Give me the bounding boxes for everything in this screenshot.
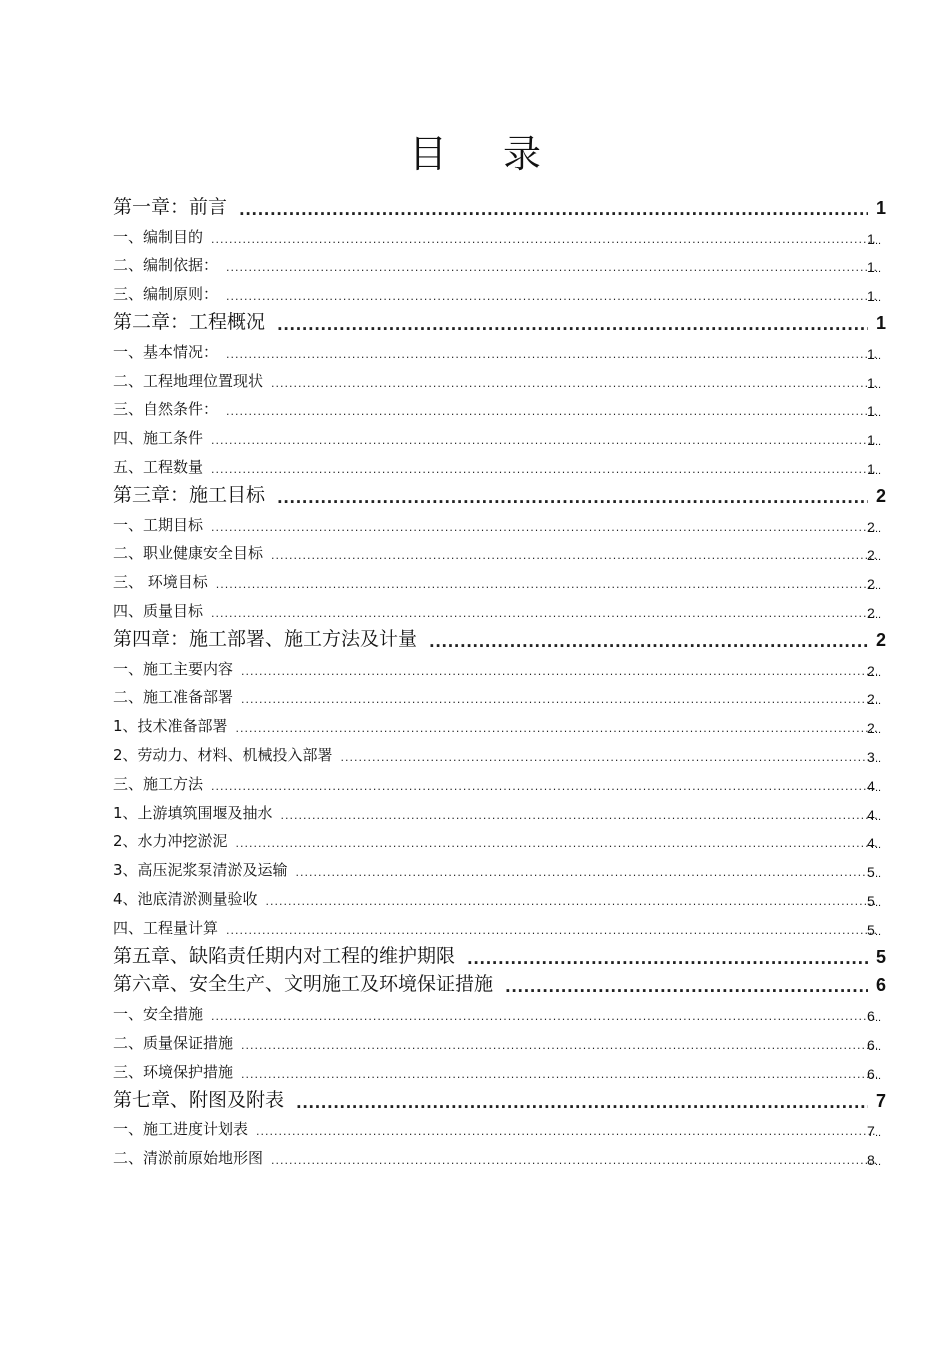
toc-dot-leader [236,722,877,735]
toc-entry-label: 二、清淤前原始地形图 [113,1149,264,1168]
toc-dot-leader [271,1154,877,1167]
toc-section-entry[interactable] [113,596,887,625]
toc-dot-leader [211,463,877,476]
toc-page-number: 5 [875,946,886,967]
toc-entry-label: 一、安全措施 [113,1005,204,1024]
toc-section-entry[interactable] [113,1028,887,1057]
toc-dot-leader [216,578,877,591]
toc-dot-leader [241,1068,877,1081]
toc-page-number: 7 .. [867,1123,887,1139]
toc-dot-leader [236,837,877,850]
toc-dot-leader [211,233,877,246]
toc-page-number: 4 .. [867,778,887,794]
toc-page-number: 1 .. [867,375,887,391]
toc-page-number: 2 .. [867,720,887,736]
toc-page-number: 5 .. [867,922,887,938]
toc-dot-leader [239,201,868,219]
toc-page-number: 1 .. [867,288,887,304]
toc-dot-leader [271,377,877,390]
toc-section-entry[interactable] [113,999,887,1028]
toc-dot-leader [211,607,877,620]
toc-section-entry[interactable] [113,337,887,366]
toc-section-entry[interactable] [113,855,887,884]
toc-page-number: 2 .. [867,576,887,592]
toc-entry-label: 一、基本情况： [113,342,219,361]
toc-section-entry[interactable] [113,539,887,568]
toc-dot-leader [226,261,877,274]
toc-page-number: 3 .. [867,749,887,765]
toc-entry-label: 第六章、安全生产、文明施工及环境保证措施 [113,973,494,996]
toc-title: 目 录 [408,132,564,176]
toc-entry-label: 一、编制目的 [113,227,204,246]
toc-chapter-entry[interactable] [113,193,887,222]
toc-entry-label: 第一章：前言 [113,195,228,218]
toc-section-entry[interactable] [113,683,887,712]
toc-page-number: 1 [875,197,886,218]
toc-dot-leader [341,751,877,764]
toc-entry-label: 四、工程量计算 [113,918,219,937]
toc-section-entry[interactable] [113,251,887,280]
toc-page-number: 4 .. [867,835,887,851]
toc-entry-label: 一、施工主要内容 [113,659,234,678]
toc-dot-leader [211,780,877,793]
toc-chapter-entry[interactable] [113,625,887,654]
toc-entry-label: 三、环境保护措施 [113,1062,234,1081]
toc-section-entry[interactable] [113,222,887,251]
toc-entry-label: 1、上游填筑围堰及抽水 [113,803,273,822]
toc-page-number: 7 [875,1090,886,1111]
toc-page-number: 6 [875,975,886,996]
toc-section-entry[interactable] [113,452,887,481]
toc-page-number: 2 .. [867,519,887,535]
toc-page-number: 6 .. [867,1066,887,1082]
toc-page-number: 1 .. [867,259,887,275]
toc-dot-leader [505,978,868,996]
toc-entry-label: 第四章：施工部署、施工方法及计量 [113,627,418,650]
toc-page-number: 1 .. [867,346,887,362]
toc-dot-leader [296,866,877,879]
toc-entry-label: 一、工期目标 [113,515,204,534]
toc-dot-leader [211,1010,877,1023]
toc-entry-label: 四、施工条件 [113,429,204,448]
toc-page-number: 5 .. [867,893,887,909]
toc-page-number: 2 .. [867,663,887,679]
toc-dot-leader [256,1125,877,1138]
toc-section-entry[interactable] [113,913,887,942]
toc-page-number: 1 .. [867,231,887,247]
toc-section-entry[interactable] [113,423,887,452]
toc-page-number: 2 .. [867,691,887,707]
toc-chapter-entry[interactable] [113,971,887,1000]
toc-dot-leader [211,434,877,447]
toc-page-number: 1 .. [867,461,887,477]
toc-entry-label: 三、 环境目标 [113,573,208,592]
toc-section-entry[interactable] [113,395,887,424]
toc-entry-label: 三、自然条件： [113,400,219,419]
toc-dot-leader [281,809,877,822]
toc-entry-label: 第五章、缺陷责任期内对工程的维护期限 [113,944,456,967]
toc-dot-leader [277,489,868,507]
toc-dot-leader [266,895,877,908]
table-of-contents [113,193,887,1172]
toc-dot-leader [467,950,868,968]
toc-entry-label: 1、技术准备部署 [113,717,228,736]
toc-chapter-entry[interactable] [113,308,887,337]
toc-dot-leader [226,405,877,418]
toc-dot-leader [241,693,877,706]
toc-section-entry[interactable] [113,1115,887,1144]
toc-entry-label: 4、池底清淤测量验收 [113,889,258,908]
toc-page-number: 6 .. [867,1008,887,1024]
toc-chapter-entry[interactable] [113,942,887,971]
toc-dot-leader [271,549,877,562]
toc-section-entry[interactable] [113,827,887,856]
toc-dot-leader [226,924,877,937]
toc-section-entry[interactable] [113,798,887,827]
toc-page-number: 2 [875,629,886,650]
toc-page-number: 1 [875,312,886,333]
toc-entry-label: 二、职业健康安全目标 [113,544,264,563]
toc-section-entry[interactable] [113,769,887,798]
toc-dot-leader [226,348,877,361]
toc-entry-label: 五、工程数量 [113,457,204,476]
toc-section-entry[interactable] [113,1143,887,1172]
toc-section-entry[interactable] [113,279,887,308]
toc-chapter-entry[interactable] [113,1086,887,1115]
toc-entry-label: 四、质量目标 [113,601,204,620]
toc-chapter-entry[interactable] [113,481,887,510]
toc-page-number: 8 .. [867,1152,887,1168]
toc-section-entry[interactable] [113,1057,887,1086]
toc-page-number: 4 .. [867,807,887,823]
toc-dot-leader [277,316,868,334]
toc-entry-label: 2、水力冲挖淤泥 [113,832,228,851]
toc-dot-leader [226,290,877,303]
toc-entry-label: 二、施工准备部署 [113,688,234,707]
toc-entry-label: 第三章：施工目标 [113,483,266,506]
toc-entry-label: 二、质量保证措施 [113,1033,234,1052]
toc-entry-label: 三、施工方法 [113,774,204,793]
toc-page-number: 6 .. [867,1037,887,1053]
toc-page-number: 1 .. [867,403,887,419]
toc-page-number: 2 .. [867,547,887,563]
toc-entry-label: 3、高压泥浆泵清淤及运输 [113,861,288,880]
toc-section-entry[interactable] [113,711,887,740]
toc-section-entry[interactable] [113,740,887,769]
toc-dot-leader [241,665,877,678]
toc-page-number: 1 .. [867,432,887,448]
toc-page-number: 2 .. [867,605,887,621]
toc-section-entry[interactable] [113,510,887,539]
toc-entry-label: 三、编制原则： [113,285,219,304]
toc-dot-leader [429,633,868,651]
toc-dot-leader [211,521,877,534]
toc-entry-label: 二、工程地理位置现状 [113,371,264,390]
toc-section-entry[interactable] [113,884,887,913]
toc-entry-label: 一、施工进度计划表 [113,1120,249,1139]
toc-entry-label: 第七章、附图及附表 [113,1088,285,1111]
toc-entry-label: 2、劳动力、材料、机械投入部署 [113,745,333,764]
toc-entry-label: 二、编制依据： [113,256,219,275]
toc-dot-leader [241,1039,877,1052]
toc-page-number: 2 [875,485,886,506]
toc-page-number: 5 .. [867,864,887,880]
toc-section-entry[interactable] [113,567,887,596]
toc-entry-label: 第二章：工程概况 [113,310,266,333]
toc-section-entry[interactable] [113,366,887,395]
toc-section-entry[interactable] [113,654,887,683]
toc-dot-leader [296,1094,868,1112]
